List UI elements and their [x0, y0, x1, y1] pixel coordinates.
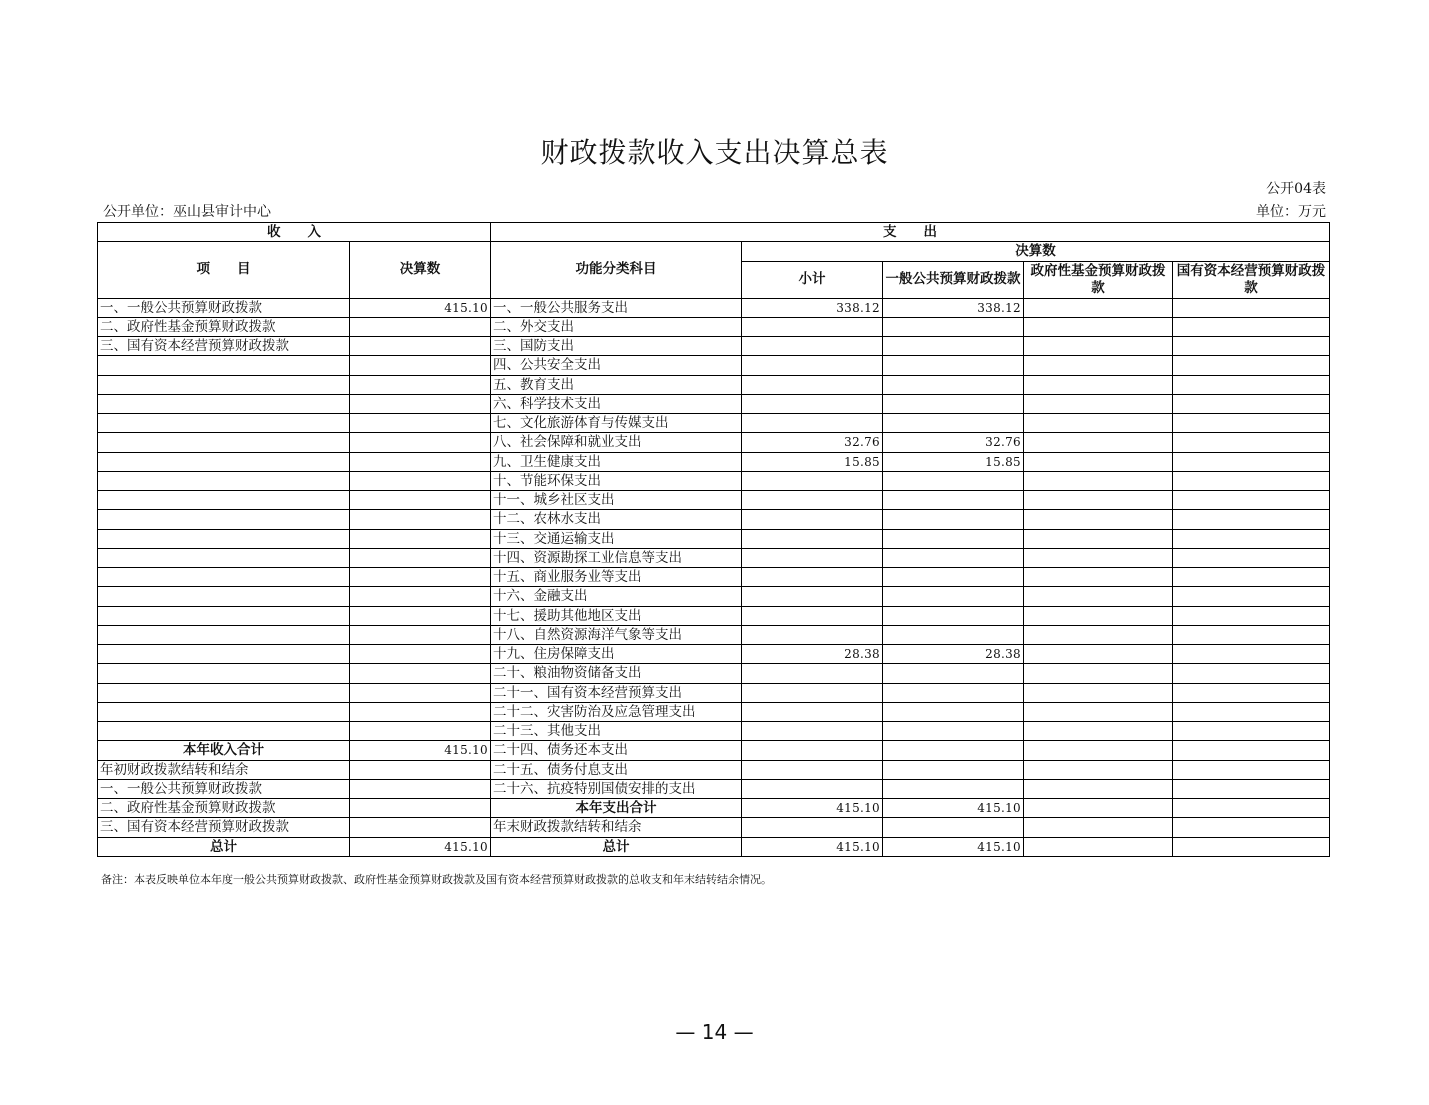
income-item-cell: 年初财政拨款结转和结余 — [98, 760, 350, 779]
general-budget-cell — [883, 548, 1024, 567]
general-budget-cell — [883, 606, 1024, 625]
income-item-cell — [98, 529, 350, 548]
table-row — [98, 414, 1330, 433]
table-row — [98, 375, 1330, 394]
subtotal-cell — [742, 471, 883, 490]
expense-item-cell: 二十六、抗疫特别国债安排的支出 — [491, 779, 742, 798]
income-item-cell — [98, 722, 350, 741]
gov-fund-cell — [1024, 779, 1173, 798]
state-capital-cell — [1173, 760, 1330, 779]
subtotal-cell — [742, 375, 883, 394]
expense-item-cell: 十五、商业服务业等支出 — [491, 568, 742, 587]
expense-item-cell: 五、教育支出 — [491, 375, 742, 394]
income-amount-cell — [350, 317, 491, 336]
final-amount-header: 决算数 — [742, 242, 1330, 261]
subtotal-cell — [742, 529, 883, 548]
subtotal-cell — [742, 548, 883, 567]
income-amount-cell — [350, 452, 491, 471]
state-capital-cell — [1173, 818, 1330, 837]
table-row — [98, 298, 1330, 317]
income-amount-cell — [350, 375, 491, 394]
table-row — [98, 702, 1330, 721]
income-item-cell — [98, 664, 350, 683]
expense-item-cell: 十二、农林水支出 — [491, 510, 742, 529]
table-row — [98, 722, 1330, 741]
income-amount-cell — [350, 760, 491, 779]
general-budget-cell — [883, 760, 1024, 779]
expense-item-cell: 一、一般公共服务支出 — [491, 298, 742, 317]
income-header: 收 入 — [98, 223, 491, 242]
income-amount-cell — [350, 587, 491, 606]
footnote: 备注：本表反映单位本年度一般公共预算财政拨款、政府性基金预算财政拨款及国有资本经营预算财政拨款的总收支和年末结转结余情况。 — [101, 873, 772, 886]
income-amount-cell — [350, 568, 491, 587]
expense-item-cell: 八、社会保障和就业支出 — [491, 433, 742, 452]
gov-fund-header: 政府性基金预算财政拨款 — [1024, 261, 1173, 298]
state-capital-cell — [1173, 548, 1330, 567]
subtotal-cell — [742, 664, 883, 683]
table-row — [98, 837, 1330, 856]
subtotal-cell — [742, 587, 883, 606]
table-row — [98, 799, 1330, 818]
subtotal-cell — [742, 317, 883, 336]
income-item-cell — [98, 683, 350, 702]
table-row — [98, 779, 1330, 798]
income-item-cell — [98, 548, 350, 567]
state-capital-cell — [1173, 529, 1330, 548]
general-budget-cell — [883, 664, 1024, 683]
subtotal-cell — [742, 760, 883, 779]
general-budget-cell — [883, 818, 1024, 837]
subtotal-cell: 28.38 — [742, 645, 883, 664]
expense-item-cell: 二十、粮油物资储备支出 — [491, 664, 742, 683]
gov-fund-cell — [1024, 471, 1173, 490]
gov-fund-cell — [1024, 606, 1173, 625]
income-item-cell — [98, 414, 350, 433]
state-capital-cell — [1173, 510, 1330, 529]
general-budget-cell — [883, 394, 1024, 413]
income-item-cell — [98, 568, 350, 587]
general-budget-cell — [883, 683, 1024, 702]
gov-fund-cell — [1024, 317, 1173, 336]
subtotal-cell: 415.10 — [742, 837, 883, 856]
income-amount-cell: 415.10 — [350, 298, 491, 317]
income-amount-cell — [350, 510, 491, 529]
state-capital-cell — [1173, 317, 1330, 336]
state-capital-cell — [1173, 664, 1330, 683]
general-budget-cell — [883, 587, 1024, 606]
subtotal-cell — [742, 683, 883, 702]
table-row — [98, 683, 1330, 702]
subtotal-cell — [742, 625, 883, 644]
table-row — [98, 664, 1330, 683]
gov-fund-cell — [1024, 510, 1173, 529]
subtotal-cell — [742, 491, 883, 510]
state-capital-cell — [1173, 491, 1330, 510]
gov-fund-cell — [1024, 356, 1173, 375]
state-capital-cell — [1173, 568, 1330, 587]
gov-fund-cell — [1024, 818, 1173, 837]
subtotal-cell: 32.76 — [742, 433, 883, 452]
expense-item-cell: 总计 — [491, 837, 742, 856]
income-amount-cell: 415.10 — [350, 837, 491, 856]
general-budget-cell: 415.10 — [883, 799, 1024, 818]
state-capital-cell — [1173, 414, 1330, 433]
state-capital-cell — [1173, 722, 1330, 741]
subtotal-header: 小计 — [742, 261, 883, 298]
income-amount-cell — [350, 645, 491, 664]
unit-info-row — [103, 203, 1326, 221]
income-amount-cell — [350, 606, 491, 625]
state-capital-cell — [1173, 683, 1330, 702]
income-item-cell — [98, 587, 350, 606]
form-number: 公开04表 — [1266, 181, 1326, 197]
table-row — [98, 606, 1330, 625]
general-budget-cell — [883, 471, 1024, 490]
gov-fund-cell — [1024, 529, 1173, 548]
expense-item-cell: 九、卫生健康支出 — [491, 452, 742, 471]
income-amount-cell — [350, 471, 491, 490]
income-item-cell: 一、一般公共预算财政拨款 — [98, 298, 350, 317]
expense-item-cell: 年末财政拨款结转和结余 — [491, 818, 742, 837]
general-budget-cell — [883, 529, 1024, 548]
table-row — [98, 760, 1330, 779]
table-row — [98, 491, 1330, 510]
gov-fund-cell — [1024, 625, 1173, 644]
income-amount-cell — [350, 799, 491, 818]
subtotal-cell — [742, 394, 883, 413]
subtotal-cell — [742, 702, 883, 721]
income-item-cell: 二、政府性基金预算财政拨款 — [98, 799, 350, 818]
state-capital-cell — [1173, 471, 1330, 490]
amount-header: 决算数 — [350, 242, 491, 298]
general-budget-cell — [883, 337, 1024, 356]
expense-item-cell: 二十二、灾害防治及应急管理支出 — [491, 702, 742, 721]
state-capital-cell — [1173, 606, 1330, 625]
income-amount-cell — [350, 548, 491, 567]
state-capital-cell — [1173, 298, 1330, 317]
general-budget-cell — [883, 510, 1024, 529]
state-capital-cell — [1173, 356, 1330, 375]
general-budget-cell — [883, 625, 1024, 644]
income-item-cell — [98, 356, 350, 375]
state-capital-header: 国有资本经营预算财政拨款 — [1173, 261, 1330, 298]
income-amount-cell — [350, 491, 491, 510]
subtotal-cell — [742, 606, 883, 625]
subtotal-cell: 415.10 — [742, 799, 883, 818]
general-budget-cell — [883, 491, 1024, 510]
gov-fund-cell — [1024, 645, 1173, 664]
income-amount-cell — [350, 529, 491, 548]
income-item-cell — [98, 394, 350, 413]
table-row — [98, 741, 1330, 760]
general-budget-cell — [883, 722, 1024, 741]
expense-item-cell: 本年支出合计 — [491, 799, 742, 818]
subtotal-cell — [742, 818, 883, 837]
general-budget-cell: 415.10 — [883, 837, 1024, 856]
income-amount-cell — [350, 337, 491, 356]
gov-fund-cell — [1024, 799, 1173, 818]
expense-item-cell: 十三、交通运输支出 — [491, 529, 742, 548]
income-item-cell — [98, 702, 350, 721]
subtotal-cell — [742, 741, 883, 760]
table-row — [98, 625, 1330, 644]
gov-fund-cell — [1024, 394, 1173, 413]
state-capital-cell — [1173, 394, 1330, 413]
income-amount-cell — [350, 625, 491, 644]
subtotal-cell — [742, 568, 883, 587]
gov-fund-cell — [1024, 414, 1173, 433]
income-item-cell — [98, 375, 350, 394]
income-item-cell — [98, 433, 350, 452]
state-capital-cell — [1173, 741, 1330, 760]
expense-item-cell: 二十一、国有资本经营预算支出 — [491, 683, 742, 702]
table-row — [98, 356, 1330, 375]
page-title: 财政拨款收入支出决算总表 — [540, 136, 889, 169]
gov-fund-cell — [1024, 760, 1173, 779]
reporting-unit: 公开单位：巫山县审计中心 — [103, 204, 271, 220]
income-item-cell: 本年收入合计 — [98, 741, 350, 760]
currency-unit: 单位：万元 — [1256, 204, 1326, 220]
table-row — [98, 510, 1330, 529]
income-item-cell: 总计 — [98, 837, 350, 856]
income-item-cell — [98, 645, 350, 664]
table-row — [98, 452, 1330, 471]
subtotal-cell — [742, 722, 883, 741]
table-row — [98, 645, 1330, 664]
subtotal-cell — [742, 414, 883, 433]
income-amount-cell — [350, 433, 491, 452]
general-budget-cell — [883, 702, 1024, 721]
income-amount-cell — [350, 664, 491, 683]
subtotal-cell: 338.12 — [742, 298, 883, 317]
state-capital-cell — [1173, 625, 1330, 644]
expense-item-cell: 十一、城乡社区支出 — [491, 491, 742, 510]
gov-fund-cell — [1024, 664, 1173, 683]
table-row — [98, 548, 1330, 567]
state-capital-cell — [1173, 375, 1330, 394]
subtotal-cell — [742, 510, 883, 529]
general-budget-cell: 28.38 — [883, 645, 1024, 664]
func-category-header: 功能分类科目 — [491, 242, 742, 298]
general-budget-cell — [883, 568, 1024, 587]
table-row — [98, 337, 1330, 356]
gov-fund-cell — [1024, 337, 1173, 356]
general-budget-cell: 32.76 — [883, 433, 1024, 452]
gov-fund-cell — [1024, 741, 1173, 760]
item-header: 项 目 — [98, 242, 350, 298]
budget-summary-table — [97, 222, 1330, 857]
general-budget-cell: 15.85 — [883, 452, 1024, 471]
general-budget-cell — [883, 779, 1024, 798]
general-budget-cell: 338.12 — [883, 298, 1024, 317]
general-budget-cell — [883, 741, 1024, 760]
income-amount-cell — [350, 818, 491, 837]
expense-header: 支 出 — [491, 223, 1330, 242]
state-capital-cell — [1173, 645, 1330, 664]
state-capital-cell — [1173, 433, 1330, 452]
general-budget-cell — [883, 414, 1024, 433]
general-budget-cell — [883, 317, 1024, 336]
gov-fund-cell — [1024, 722, 1173, 741]
table-row — [98, 394, 1330, 413]
expense-item-cell: 十四、资源勘探工业信息等支出 — [491, 548, 742, 567]
gov-fund-cell — [1024, 491, 1173, 510]
income-item-cell: 三、国有资本经营预算财政拨款 — [98, 337, 350, 356]
expense-item-cell: 三、国防支出 — [491, 337, 742, 356]
income-item-cell — [98, 452, 350, 471]
gov-fund-cell — [1024, 683, 1173, 702]
state-capital-cell — [1173, 337, 1330, 356]
table-row — [98, 568, 1330, 587]
expense-item-cell: 十八、自然资源海洋气象等支出 — [491, 625, 742, 644]
table-row — [98, 317, 1330, 336]
expense-item-cell: 七、文化旅游体育与传媒支出 — [491, 414, 742, 433]
expense-item-cell: 六、科学技术支出 — [491, 394, 742, 413]
income-amount-cell — [350, 356, 491, 375]
state-capital-cell — [1173, 452, 1330, 471]
general-budget-cell — [883, 356, 1024, 375]
gov-fund-cell — [1024, 587, 1173, 606]
general-budget-header: 一般公共预算财政拨款 — [883, 261, 1024, 298]
state-capital-cell — [1173, 779, 1330, 798]
expense-item-cell: 二、外交支出 — [491, 317, 742, 336]
gov-fund-cell — [1024, 548, 1173, 567]
table-row — [98, 471, 1330, 490]
subtotal-cell: 15.85 — [742, 452, 883, 471]
state-capital-cell — [1173, 837, 1330, 856]
subtotal-cell — [742, 356, 883, 375]
expense-item-cell: 十六、金融支出 — [491, 587, 742, 606]
income-amount-cell — [350, 702, 491, 721]
income-item-cell — [98, 491, 350, 510]
gov-fund-cell — [1024, 298, 1173, 317]
income-amount-cell: 415.10 — [350, 741, 491, 760]
subtotal-cell — [742, 779, 883, 798]
gov-fund-cell — [1024, 702, 1173, 721]
gov-fund-cell — [1024, 837, 1173, 856]
expense-item-cell: 二十五、债务付息支出 — [491, 760, 742, 779]
state-capital-cell — [1173, 702, 1330, 721]
income-item-cell — [98, 625, 350, 644]
income-amount-cell — [350, 779, 491, 798]
income-amount-cell — [350, 683, 491, 702]
gov-fund-cell — [1024, 452, 1173, 471]
income-item-cell — [98, 471, 350, 490]
table-row — [98, 818, 1330, 837]
income-item-cell — [98, 606, 350, 625]
state-capital-cell — [1173, 799, 1330, 818]
expense-item-cell: 二十四、债务还本支出 — [491, 741, 742, 760]
income-item-cell — [98, 510, 350, 529]
income-item-cell: 三、国有资本经营预算财政拨款 — [98, 818, 350, 837]
page-number: — 14 — — [675, 1020, 754, 1044]
income-amount-cell — [350, 414, 491, 433]
income-amount-cell — [350, 722, 491, 741]
table-row — [98, 433, 1330, 452]
gov-fund-cell — [1024, 375, 1173, 394]
income-item-cell: 二、政府性基金预算财政拨款 — [98, 317, 350, 336]
gov-fund-cell — [1024, 568, 1173, 587]
table-row — [98, 587, 1330, 606]
expense-item-cell: 四、公共安全支出 — [491, 356, 742, 375]
expense-item-cell: 二十三、其他支出 — [491, 722, 742, 741]
income-item-cell: 一、一般公共预算财政拨款 — [98, 779, 350, 798]
gov-fund-cell — [1024, 433, 1173, 452]
expense-item-cell: 十七、援助其他地区支出 — [491, 606, 742, 625]
income-amount-cell — [350, 394, 491, 413]
subtotal-cell — [742, 337, 883, 356]
general-budget-cell — [883, 375, 1024, 394]
state-capital-cell — [1173, 587, 1330, 606]
expense-item-cell: 十九、住房保障支出 — [491, 645, 742, 664]
expense-item-cell: 十、节能环保支出 — [491, 471, 742, 490]
table-row — [98, 529, 1330, 548]
